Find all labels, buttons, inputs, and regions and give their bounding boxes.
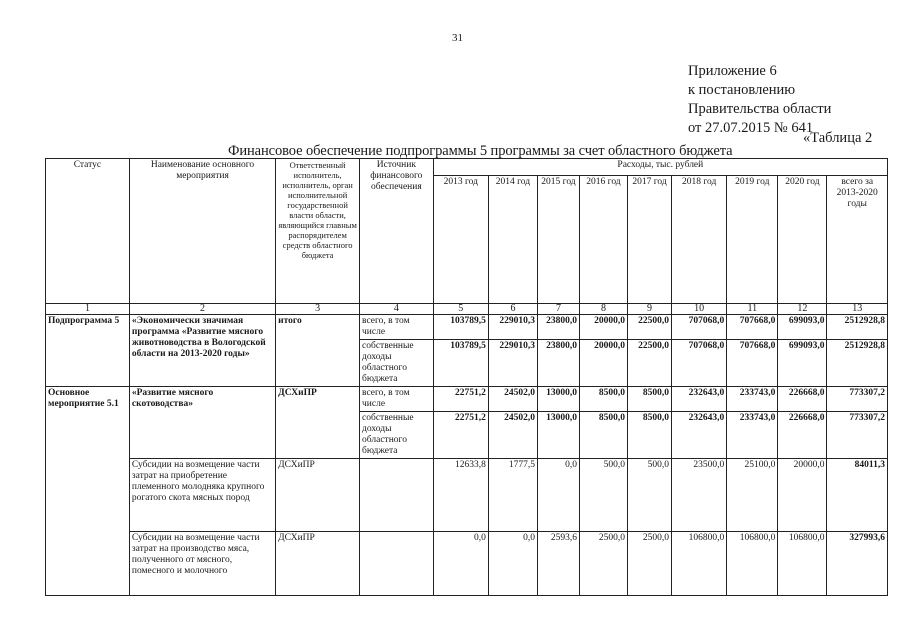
row-activity: Субсидии на возмещение части затрат на приобретение племенного молодняка крупного рогатого скота мясных пород	[129, 459, 275, 532]
row-status: Подпрограмма 5	[46, 315, 130, 387]
row-executor: ДСХиПР	[276, 387, 360, 459]
value-cell: 20000,0	[579, 315, 627, 340]
value-cell: 707068,0	[672, 315, 727, 340]
value-cell: 226668,0	[778, 387, 827, 412]
value-cell: 232643,0	[672, 387, 727, 412]
column-number: 1	[46, 304, 130, 315]
row-executor: ДСХиПР	[276, 532, 360, 596]
header-total: всего за 2013-2020 годы	[827, 176, 888, 304]
appendix-line: к постановлению	[688, 82, 796, 98]
column-number: 11	[727, 304, 778, 315]
value-cell: 707668,0	[727, 315, 778, 340]
value-cell: 23500,0	[672, 459, 727, 532]
column-number: 8	[579, 304, 627, 315]
header-year: 2020 год	[778, 176, 827, 304]
value-cell: 233743,0	[727, 412, 778, 459]
value-cell: 2500,0	[628, 532, 672, 596]
value-cell: 699093,0	[778, 315, 827, 340]
value-cell: 12633,8	[433, 459, 488, 532]
value-cell: 8500,0	[628, 412, 672, 459]
value-cell: 106800,0	[727, 532, 778, 596]
value-cell: 22500,0	[628, 315, 672, 340]
header-source: Источник финансового обеспечения	[360, 159, 434, 304]
header-status: Статус	[46, 159, 130, 304]
total-cell: 2512928,8	[827, 340, 888, 387]
value-cell: 24502,0	[488, 412, 537, 459]
value-cell: 2500,0	[579, 532, 627, 596]
value-cell: 103789,5	[433, 315, 488, 340]
appendix-block	[688, 62, 831, 138]
value-cell: 500,0	[628, 459, 672, 532]
table-row	[46, 532, 888, 596]
table-row	[46, 459, 888, 532]
total-cell: 84011,3	[827, 459, 888, 532]
column-number: 5	[433, 304, 488, 315]
header-expenses: Расходы, тыс. рублей	[433, 159, 887, 176]
row-source	[360, 459, 434, 532]
column-number: 9	[628, 304, 672, 315]
value-cell: 707668,0	[727, 340, 778, 387]
value-cell: 699093,0	[778, 340, 827, 387]
value-cell: 23800,0	[538, 315, 580, 340]
value-cell: 229010,3	[488, 315, 537, 340]
header-executor: Ответственный исполнитель, исполнитель, орган исполнительной государственной власти области, являющийся главным распорядителем средств областного бюджета	[276, 159, 360, 304]
value-cell: 23800,0	[538, 340, 580, 387]
value-cell: 233743,0	[727, 387, 778, 412]
value-cell: 226668,0	[778, 412, 827, 459]
header-year: 2013 год	[433, 176, 488, 304]
value-cell: 0,0	[538, 459, 580, 532]
column-number: 12	[778, 304, 827, 315]
total-cell: 2512928,8	[827, 315, 888, 340]
column-number: 10	[672, 304, 727, 315]
row-source: всего, в том числе	[360, 387, 434, 412]
value-cell: 13000,0	[538, 412, 580, 459]
appendix-line: Приложение 6	[688, 63, 777, 79]
row-source	[360, 532, 434, 596]
table-row	[46, 387, 888, 412]
total-cell: 327993,6	[827, 532, 888, 596]
value-cell: 22751,2	[433, 387, 488, 412]
row-source: всего, в том числе	[360, 315, 434, 340]
value-cell: 229010,3	[488, 340, 537, 387]
row-source: собственные доходы областного бюджета	[360, 340, 434, 387]
row-executor: ДСХиПР	[276, 459, 360, 532]
column-number: 6	[488, 304, 537, 315]
value-cell: 25100,0	[727, 459, 778, 532]
row-executor: итого	[276, 315, 360, 387]
total-cell: 773307,2	[827, 387, 888, 412]
value-cell: 707068,0	[672, 340, 727, 387]
value-cell: 0,0	[433, 532, 488, 596]
row-activity: Субсидии на возмещение части затрат на производство мяса, полученного от мясного, помесного и молочного	[129, 532, 275, 596]
column-number: 4	[360, 304, 434, 315]
document-title: Финансовое обеспечение подпрограммы 5 программы за счет областного бюджета	[228, 143, 733, 159]
value-cell: 232643,0	[672, 412, 727, 459]
column-number: 3	[276, 304, 360, 315]
column-number: 7	[538, 304, 580, 315]
value-cell: 24502,0	[488, 387, 537, 412]
header-year: 2017 год	[628, 176, 672, 304]
row-source: собственные доходы областного бюджета	[360, 412, 434, 459]
value-cell: 103789,5	[433, 340, 488, 387]
value-cell: 2593,6	[538, 532, 580, 596]
table-label: «Таблица 2	[803, 130, 873, 146]
appendix-line: Правительства области	[688, 101, 832, 117]
row-status: Основное мероприятие 5.1	[46, 387, 130, 596]
row-activity: «Экономически значимая программа «Развитие мясного животноводства в Вологодской области на 2013-2020 годы»	[129, 315, 275, 387]
total-cell: 773307,2	[827, 412, 888, 459]
header-year: 2014 год	[488, 176, 537, 304]
value-cell: 8500,0	[628, 387, 672, 412]
column-number: 13	[827, 304, 888, 315]
header-year: 2019 год	[727, 176, 778, 304]
appendix-line: от 27.07.2015 № 641	[688, 120, 814, 136]
column-number: 2	[129, 304, 275, 315]
value-cell: 500,0	[579, 459, 627, 532]
page-number: 31	[452, 32, 463, 44]
table-row	[46, 315, 888, 340]
row-activity: «Развитие мясного скотоводства»	[129, 387, 275, 459]
header-year: 2016 год	[579, 176, 627, 304]
value-cell: 8500,0	[579, 412, 627, 459]
finance-table	[45, 158, 888, 596]
value-cell: 20000,0	[579, 340, 627, 387]
header-year: 2015 год	[538, 176, 580, 304]
value-cell: 13000,0	[538, 387, 580, 412]
value-cell: 1777,5	[488, 459, 537, 532]
header-year: 2018 год	[672, 176, 727, 304]
value-cell: 22500,0	[628, 340, 672, 387]
value-cell: 106800,0	[778, 532, 827, 596]
value-cell: 106800,0	[672, 532, 727, 596]
value-cell: 22751,2	[433, 412, 488, 459]
value-cell: 8500,0	[579, 387, 627, 412]
value-cell: 20000,0	[778, 459, 827, 532]
header-activity: Наименование основного мероприятия	[129, 159, 275, 304]
value-cell: 0,0	[488, 532, 537, 596]
